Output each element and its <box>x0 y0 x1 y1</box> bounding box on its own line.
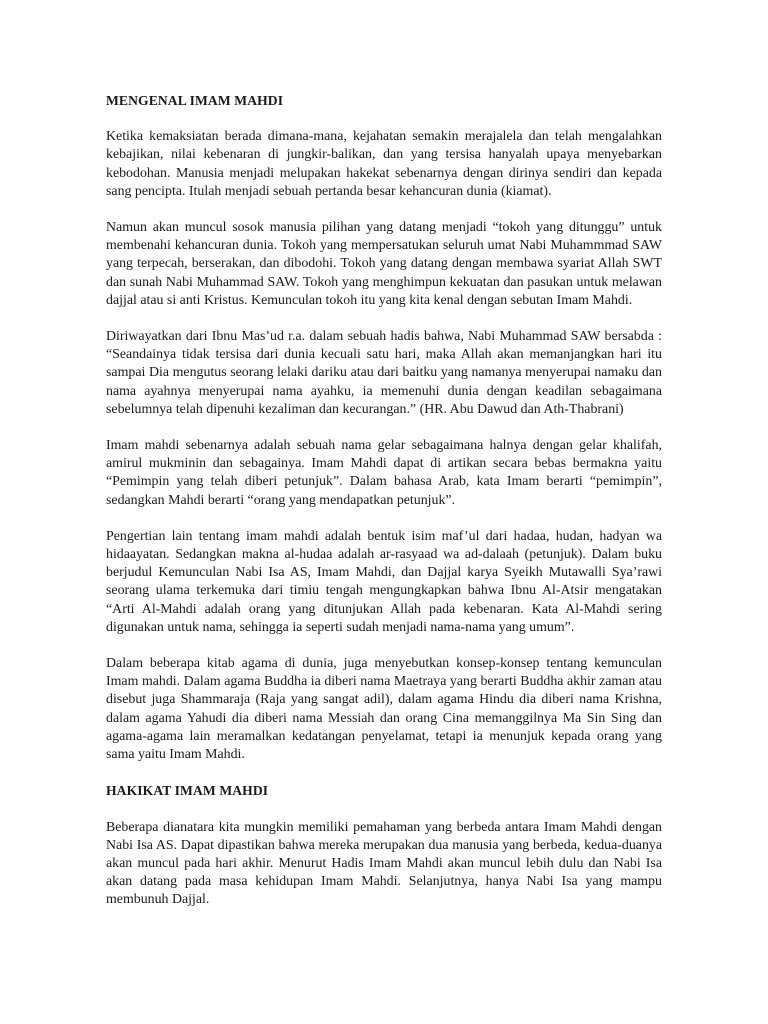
paragraph-3: Diriwayatkan dari Ibnu Mas’ud r.a. dalam sebuah hadis bahwa, Nabi Muhammad SAW bersabda : “Seandainya tidak tersisa dari dunia kecuali satu hari, maka Allah akan memanjangkan hari itu sampai Dia mengutus seorang lelaki dariku atau dari baitku yang namanya menyerupai namaku dan nama ayahnya menyerupai nama ayahku, ia memenuhi dunia dengan keadilan sebagaimana sebelumnya telah dipenuhi kezaliman dan kecurangan.” (HR. Abu Dawud dan Ath-Thabrani) <box>106 329 662 417</box>
paragraph-4: Imam mahdi sebenarnya adalah sebuah nama gelar sebagaimana halnya dengan gelar khalifah, amirul mukminin dan sebagainya. Imam Mahdi dapat di artikan secara bebas bermakna yaitu “Pemimpin yang telah diberi petunjuk”. Dalam bahasa Arab, kata Imam berarti “pemimpin”, sedangkan Mahdi berarti “orang yang mendapatkan petunjuk”. <box>106 438 662 508</box>
paragraph-5: Pengertian lain tentang imam mahdi adalah bentuk isim maf’ul dari hadaa, hudan, hadyan wa hidaayatan. Sedangkan makna al-hudaa adalah ar-rasyaad wa ad-dalaah (petunjuk). Dalam buku berjudul Kemunculan Nabi Isa AS, Imam Mahdi, dan Dajjal karya Syeikh Mutawalli Sya’rawi seorang ulama terkemuka dari timiu tengah mengungkapkan bahwa Ibnu Al-Atsir mengatakan “Arti Al-Mahdi adalah orang yang ditunjukan Allah pada kebenaran. Kata Al-Mahdi sering digunakan untuk nama, sehingga ia seperti sudah menjadi nama-nama yang umum”. <box>106 528 662 635</box>
paragraph-2: Namun akan muncul sosok manusia pilihan yang datang menjadi “tokoh yang ditunggu” untuk membenahi kehancuran dunia. Tokoh yang mempersatukan seluruh umat Nabi Muhammmad SAW yang terpecah, berserakan, dan dibodohi. Tokoh yang datang dengan membawa syariat Allah SWT dan sunah Nabi Muhammad SAW. Tokoh yang menghimpun kekuatan dan pasukan untuk melawan dajjal atau si anti Kristus. Kemunculan tokoh itu yang kita kenal dengan sebutan Imam Mahdi. <box>106 220 662 308</box>
paragraph-7: Beberapa dianatara kita mungkin memiliki pemahaman yang berbeda antara Imam Mahdi dengan Nabi Isa AS. Dapat dipastikan bahwa mereka merupakan dua manusia yang berbeda, kedua-duanya akan muncul pada hari akhir. Menurut Hadis Imam Mahdi akan muncul lebih dulu dan Nabi Isa akan datang pada masa kehidupan Imam Mahdi. Selanjutnya, hanya Nabi Isa yang mampu membunuh Dajjal. <box>106 819 662 908</box>
section-heading-hakikat: HAKIKAT IMAM MAHDI <box>106 783 269 799</box>
paragraph-6: Dalam beberapa kitab agama di dunia, juga menyebutkan konsep-konsep tentang kemunculan Imam mahdi. Dalam agama Buddha ia diberi nama Maetraya yang berarti Buddha akhir zaman atau disebut juga Shammaraja (Raja yang sangat adil), dalam agama Hindu dia diberi nama Krishna, dalam agama Yahudi dia diberi nama Messiah dan orang Cina memanggilnya Ma Sin Sing dan agama-agama lain meramalkan kedatangan penyelamat, tetapi ia menunjuk kepada orang yang sama yaitu Imam Mahdi. <box>106 656 662 763</box>
paragraph-1: Ketika kemaksiatan berada dimana-mana, kejahatan semakin merajalela dan telah mengalahkan kebajikan, nilai kebenaran di jungkir-balikan, dan yang tersisa hanyalah upaya menyebarkan kebodohan. Manusia menjadi melupakan hakekat sebenarnya dengan dirinya sendiri dan kepada sang pencipta. Itulah menjadi sebuah pertanda besar kehancuran dunia (kiamat). <box>106 129 662 199</box>
section-heading-mengenal: MENGENAL IMAM MAHDI <box>106 93 284 108</box>
